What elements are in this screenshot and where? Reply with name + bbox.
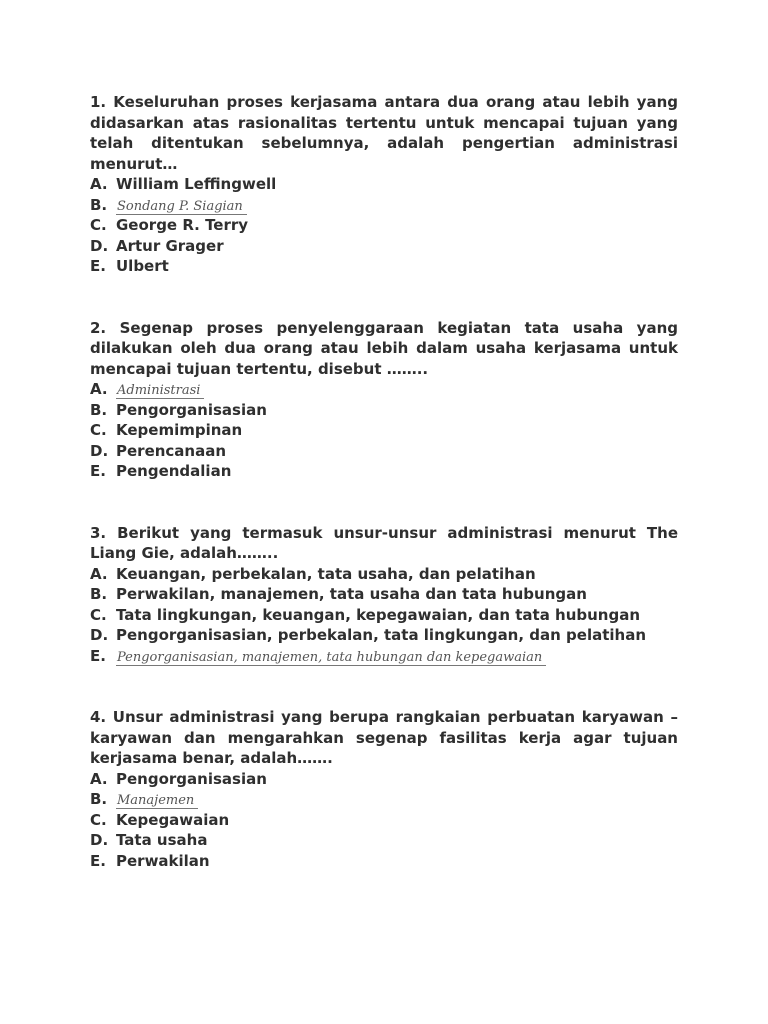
option-letter: E.	[90, 462, 106, 480]
option-letter: B.	[90, 790, 108, 808]
option-c	[90, 420, 678, 441]
option-text: Perencanaan	[116, 441, 227, 460]
option-text: Pengorganisasian	[116, 400, 267, 419]
option-letter: E.	[90, 257, 106, 275]
option-letter: D.	[90, 831, 109, 849]
option-letter: C.	[90, 605, 107, 624]
option-letter: B.	[90, 195, 108, 214]
option-text: Kepegawaian	[116, 810, 230, 829]
option-text: Tata usaha	[116, 831, 208, 849]
option-b	[90, 195, 678, 216]
question-3	[90, 523, 678, 667]
option-letter: A.	[90, 564, 108, 583]
option-c	[90, 810, 678, 831]
option-text: Keuangan, perbekalan, tata usaha, dan pelatihan	[116, 564, 536, 583]
option-text: Artur Grager	[116, 236, 224, 255]
option-text: Perwakilan, manajemen, tata usaha dan tata hubungan	[116, 585, 587, 603]
option-letter: A.	[90, 769, 108, 788]
option-text: Kepemimpinan	[116, 421, 243, 439]
option-text: Perwakilan	[116, 851, 210, 870]
handwritten-answer: Manajemen	[116, 794, 198, 809]
option-text: Ulbert	[116, 257, 169, 275]
option-a	[90, 379, 678, 400]
option-text: Pengorganisasian, perbekalan, tata lingkungan, dan pelatihan	[116, 626, 647, 644]
option-e	[90, 461, 678, 482]
option-letter: D.	[90, 626, 109, 644]
handwritten-answer: Administrasi	[116, 384, 204, 399]
option-d	[90, 441, 678, 462]
handwritten-answer: Sondang P. Siagian	[116, 200, 247, 215]
option-c	[90, 215, 678, 236]
option-letter: C.	[90, 421, 107, 439]
option-c	[90, 605, 678, 626]
option-e	[90, 256, 678, 277]
option-letter: C.	[90, 216, 107, 234]
question-stem: 1. Keseluruhan proses kerjasama antara dua orang atau lebih yang didasarkan atas rasionalitas tertentu untuk mencapai tujuan yang telah ditentukan sebelumnya, adalah pengertian administrasi menurut…	[90, 93, 678, 173]
option-e	[90, 851, 678, 872]
option-a	[90, 769, 678, 790]
option-text: Pengendalian	[116, 462, 232, 480]
option-b	[90, 584, 678, 605]
question-stem: 3. Berikut yang termasuk unsur-unsur administrasi menurut The Liang Gie, adalah……..	[90, 523, 678, 562]
option-letter: D.	[90, 236, 109, 255]
question-2	[90, 318, 678, 482]
handwritten-answer: Pengorganisasian, manajemen, tata hubungan dan kepegawaian	[116, 651, 546, 666]
option-d	[90, 625, 678, 646]
option-letter: C.	[90, 810, 107, 829]
option-text: Pengorganisasian	[116, 769, 267, 788]
option-letter: B.	[90, 585, 108, 603]
option-a	[90, 564, 678, 585]
option-d	[90, 236, 678, 257]
option-text: Tata lingkungan, keuangan, kepegawaian, dan tata hubungan	[116, 605, 641, 624]
option-letter: A.	[90, 380, 108, 398]
option-a	[90, 174, 678, 195]
question-4	[90, 707, 678, 871]
question-stem: 4. Unsur administrasi yang berupa rangkaian perbuatan karyawan – karyawan dan mengarahkan segenap fasilitas kerja agar tujuan kerjasama benar, adalah…….	[90, 708, 678, 767]
option-text: George R. Terry	[116, 216, 249, 234]
option-text: William Leffingwell	[116, 175, 277, 193]
question-1	[90, 92, 678, 277]
option-letter: B.	[90, 400, 108, 419]
option-letter: E.	[90, 851, 106, 870]
option-letter: A.	[90, 175, 108, 193]
option-b	[90, 789, 678, 810]
option-e	[90, 646, 678, 667]
option-letter: E.	[90, 646, 106, 665]
option-b	[90, 400, 678, 421]
question-stem: 2. Segenap proses penyelenggaraan kegiatan tata usaha yang dilakukan oleh dua orang atau lebih dalam usaha kerjasama untuk mencapai tujuan tertentu, disebut ……..	[90, 318, 678, 378]
option-d	[90, 830, 678, 851]
option-letter: D.	[90, 441, 109, 460]
